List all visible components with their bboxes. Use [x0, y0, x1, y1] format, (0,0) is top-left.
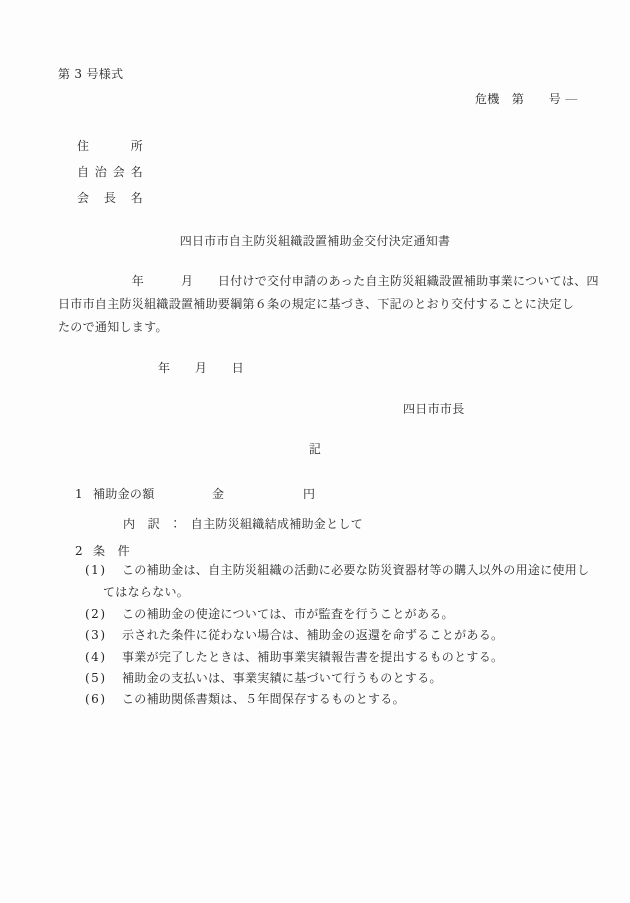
subsidy-amount-label: 補助金の額 — [93, 487, 155, 501]
chairman-row — [77, 191, 143, 206]
condition-text-1: この補助金は、自主防災組織の活動に必要な防災資器材等の購入以外の用途に使用し — [122, 563, 590, 577]
condition-marker-5: (5) — [85, 671, 107, 685]
condition-item-2 — [85, 607, 454, 622]
ref-blank-dash: ― — [565, 92, 578, 106]
condition-item-6 — [85, 692, 405, 707]
condition-text-1-continuation: てはならない。 — [103, 585, 190, 599]
condition-marker-3: (3) — [85, 628, 107, 642]
condition-item-5 — [85, 671, 442, 686]
association-row — [77, 165, 143, 180]
condition-item-3 — [85, 628, 503, 643]
condition-text-5: 補助金の支払いは、事業実績に基づいて行うものとする。 — [122, 671, 442, 685]
mayor-signature: 四日市市長 — [403, 402, 465, 416]
condition-marker-1: (1) — [85, 563, 107, 577]
condition-item-1 — [85, 563, 589, 578]
item-number-1: 1 — [75, 487, 83, 501]
currency-prefix: 金 — [212, 487, 225, 501]
condition-text-2: この補助金の使途については、市が監査を行うことがある。 — [122, 607, 454, 621]
condition-marker-4: (4) — [85, 650, 107, 664]
body-line-3: たので通知します。 — [58, 320, 168, 334]
association-name-label: 自治会名 — [77, 165, 143, 179]
condition-text-3: 示された条件に従わない場合は、補助金の返還を命ずることがある。 — [122, 628, 504, 642]
document-title: 四日市市自主防災組織設置補助金交付決定通知書 — [179, 234, 451, 248]
record-separator: 記 — [308, 442, 322, 456]
condition-item-4 — [85, 650, 503, 665]
date-line: 年 月 日 — [158, 361, 245, 375]
amount-breakdown-line: 内 訳 ： 自主防災組織結成補助金として — [123, 517, 364, 531]
address-row — [77, 139, 143, 154]
body-line-1: 年 月 日付けで交付申請のあった自主防災組織設置補助事業については、四 — [58, 274, 599, 288]
ref-number: 危機 第 号 — [475, 92, 562, 106]
conditions-label: 条 件 — [93, 544, 130, 558]
item-number-2: 2 — [75, 544, 83, 558]
conditions-heading — [75, 544, 130, 559]
subsidy-amount-line — [75, 487, 315, 502]
condition-text-4: 事業が完了したときは、補助事業実績報告書を提出するものとする。 — [122, 650, 504, 664]
doc-ref-line — [475, 92, 578, 107]
chairman-name-label: 会長名 — [77, 191, 143, 205]
address-label: 住所 — [77, 139, 143, 153]
condition-marker-6: (6) — [85, 692, 107, 706]
body-line-2: 日市市自主防災組織設置補助要綱第６条の規定に基づき、下記のとおり交付することに決定し — [58, 297, 575, 311]
form-number: 第 3 号様式 — [58, 67, 124, 81]
currency-unit: 円 — [303, 487, 316, 501]
condition-marker-2: (2) — [85, 607, 107, 621]
condition-text-6: この補助関係書類は、５年間保存するものとする。 — [122, 692, 405, 706]
